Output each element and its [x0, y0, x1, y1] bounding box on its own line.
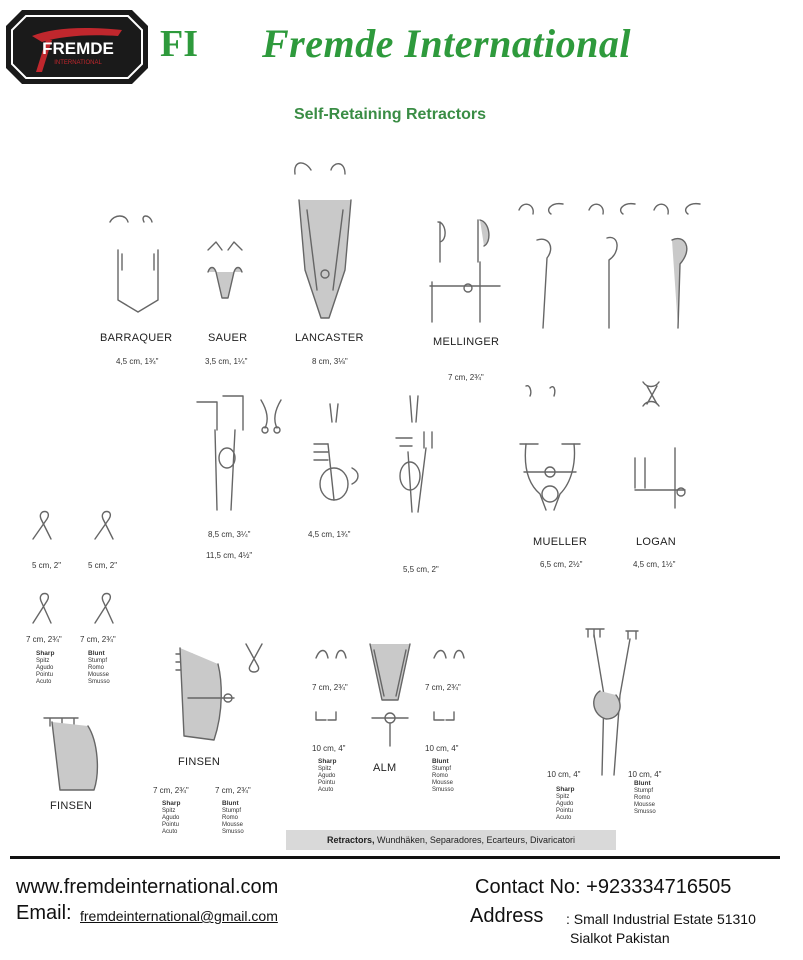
address-label: Address: [470, 905, 544, 927]
logo-subtext: INTERNATIONAL: [54, 60, 102, 66]
alm-name: ALM: [373, 762, 397, 774]
product-size: 11,5 cm, 4½": [206, 551, 253, 560]
catalog-title: Self-Retaining Retractors: [293, 106, 487, 123]
alm-illustration: [310, 640, 470, 760]
product-name: MELLINGER: [433, 336, 500, 348]
finsen-size: 7 cm, 2¾": [153, 786, 189, 795]
blunt-label: Blunt Stumpf Romo Mousse Smusso: [88, 650, 110, 685]
barraquer-illustration: [100, 210, 180, 320]
address-line-1: : Small Industrial Estate 51310: [566, 911, 756, 927]
product-size: 4,5 cm, 1¾": [116, 357, 159, 366]
mueller-illustration: [510, 382, 590, 517]
product-size: 4,5 cm, 1¾": [308, 530, 351, 539]
product-size: 4,5 cm, 1½": [633, 560, 676, 569]
finsen-left-name: FINSEN: [50, 800, 93, 812]
sharp-label: Sharp Spitz Agudo Pointu Acuto: [162, 800, 181, 835]
product-size: 8,5 cm, 3¼": [208, 530, 251, 539]
translation-banner: Retractors, Wundhäken, Separadores, Ecarteurs, Divaricatori: [286, 830, 616, 850]
hook-retractor-1-illustration: [515, 198, 565, 333]
wire-specula-illustration: [25, 505, 125, 640]
scissor-retractor-illustration: [195, 390, 290, 520]
website-link[interactable]: www.fremdeinternational.com: [16, 876, 279, 898]
lancaster-illustration: [285, 150, 365, 325]
product-size: 5,5 cm, 2": [403, 565, 439, 574]
product-size: 7 cm, 2¾": [448, 373, 484, 382]
short-name: FI: [160, 23, 198, 65]
finsen-center-name: FINSEN: [178, 756, 221, 768]
product-name: MUELLER: [533, 536, 588, 548]
alm-size: 7 cm, 2¾": [425, 683, 461, 692]
product-size: 6,5 cm, 2½": [540, 560, 583, 569]
email-link[interactable]: fremdeinternational@gmail.com: [80, 908, 278, 924]
product-name: BARRAQUER: [100, 332, 173, 344]
product-name: SAUER: [208, 332, 248, 344]
logan-illustration: [625, 378, 695, 518]
product-name: LANCASTER: [295, 332, 364, 344]
hook-retractor-2-illustration: [585, 198, 640, 333]
logo-text: FREMDE: [42, 39, 114, 58]
finsen-center-illustration: [158, 640, 273, 750]
product-name: LOGAN: [636, 536, 677, 548]
alm-size: 10 cm, 4": [425, 744, 459, 753]
sharp-label: Sharp Spitz Agudo Pointu Acuto: [318, 758, 337, 793]
eye-speculum-illustration-1: [308, 400, 373, 520]
right-retractor-size: 10 cm, 4": [547, 770, 581, 779]
wire-speculum-size: 7 cm, 2¾": [80, 635, 116, 644]
finsen-size: 7 cm, 2¾": [215, 786, 251, 795]
alm-size: 10 cm, 4": [312, 744, 346, 753]
sharp-label: Sharp Spitz Agudo Pointu Acuto: [36, 650, 55, 685]
eye-speculum-illustration-2: [390, 392, 445, 522]
sauer-illustration: [200, 236, 250, 321]
wire-speculum-size: 5 cm, 2": [32, 561, 62, 570]
company-name: Fremde International: [262, 21, 631, 66]
sharp-label: Sharp Spitz Agudo Pointu Acuto: [556, 786, 575, 821]
footer-divider: [10, 856, 780, 859]
company-logo: [2, 6, 152, 88]
wire-speculum-size: 5 cm, 2": [88, 561, 118, 570]
alm-size: 7 cm, 2¾": [312, 683, 348, 692]
wire-speculum-size: 7 cm, 2¾": [26, 635, 62, 644]
hook-retractor-3-illustration: [650, 198, 705, 333]
blunt-label: Blunt Stumpf Romo Mousse Smusso: [634, 780, 656, 815]
address-line-2: Sialkot Pakistan: [570, 930, 670, 946]
right-retractor-size: 10 cm, 4": [628, 770, 662, 779]
blunt-label: Blunt Stumpf Romo Mousse Smusso: [432, 758, 454, 793]
mellinger-illustration: [420, 212, 505, 332]
right-retractor-illustration: [580, 625, 655, 775]
contact-number: Contact No: +923334716505: [475, 876, 732, 898]
finsen-left-illustration: [38, 712, 108, 797]
blunt-label: Blunt Stumpf Romo Mousse Smusso: [222, 800, 244, 835]
product-size: 8 cm, 3⅛": [312, 357, 348, 366]
product-size: 3,5 cm, 1¼": [205, 357, 248, 366]
email-label: Email:: [16, 902, 72, 924]
